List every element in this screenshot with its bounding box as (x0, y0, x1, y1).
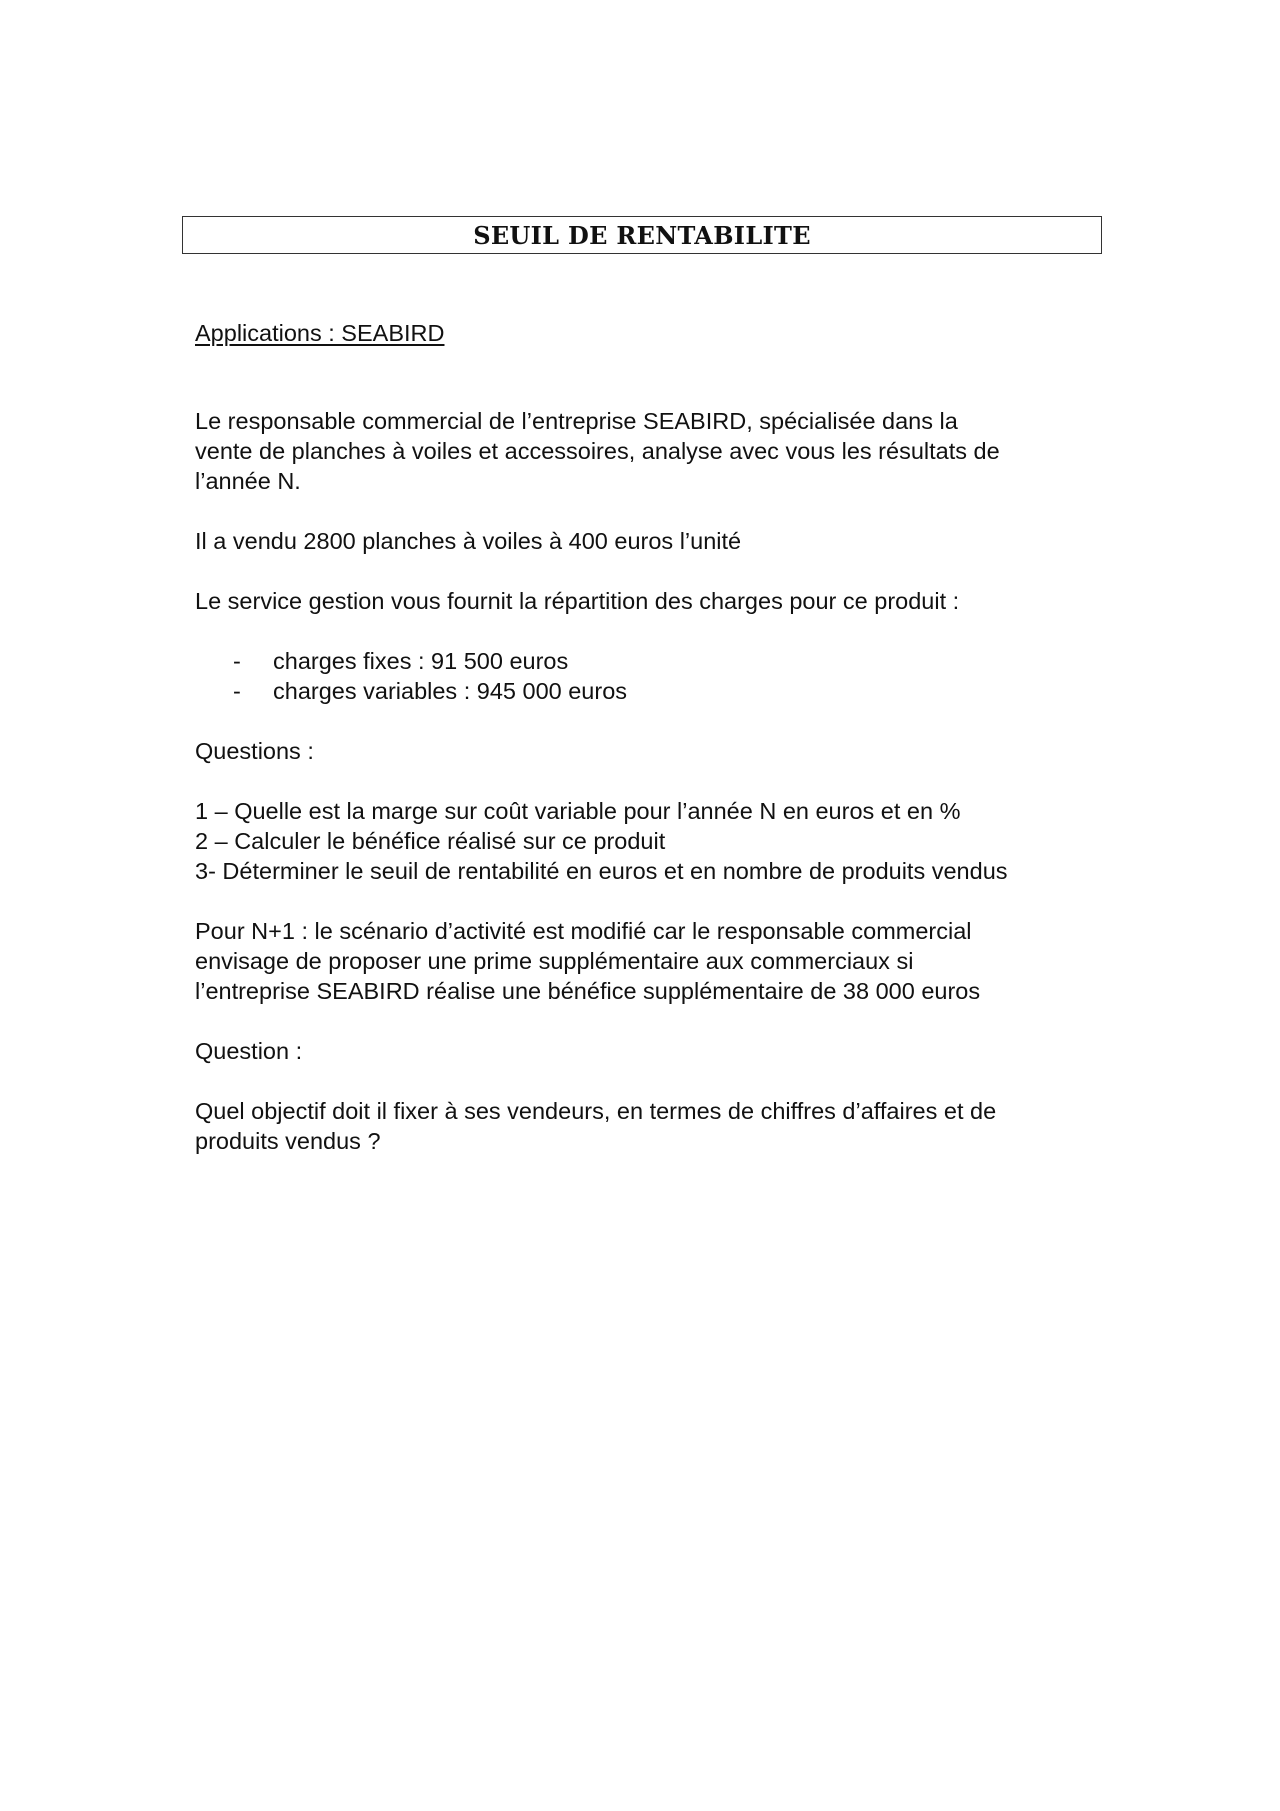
question-item: 2 – Calculer le bénéfice réalisé sur ce produit (195, 828, 666, 854)
scenario-line: Pour N+1 : le scénario d’activité est modifié car le responsable commercial (195, 918, 972, 944)
page-title: SEUIL DE RENTABILITE (473, 220, 811, 250)
final-question (195, 1096, 1115, 1156)
scenario-line: envisage de proposer une prime supplémentaire aux commerciaux si (195, 948, 914, 974)
intro-paragraph (195, 406, 1115, 496)
service-line: Le service gestion vous fournit la répartition des charges pour ce produit : (195, 588, 960, 614)
charge-text: charges variables : 945 000 euros (273, 678, 628, 704)
questions-list (195, 796, 1115, 886)
subtitle: Applications : SEABIRD (195, 320, 445, 346)
list-item (195, 676, 1115, 706)
final-question-line: produits vendus ? (195, 1128, 381, 1154)
charges-list (195, 646, 1115, 706)
title-box (182, 216, 1102, 254)
sales-line: Il a vendu 2800 planches à voiles à 400 euros l’unité (195, 528, 742, 554)
questions-heading: Questions : (195, 738, 314, 764)
bullet-dash: - (233, 678, 241, 704)
scenario-line: l’entreprise SEABIRD réalise une bénéfice supplémentaire de 38 000 euros (195, 978, 981, 1004)
list-item (195, 646, 1115, 676)
final-question-line: Quel objectif doit il fixer à ses vendeurs, en termes de chiffres d’affaires et de (195, 1098, 997, 1124)
question-item: 3- Déterminer le seuil de rentabilité en euros et en nombre de produits vendus (195, 858, 1008, 884)
intro-line: vente de planches à voiles et accessoires, analyse avec vous les résultats de (195, 438, 1000, 464)
scenario-paragraph (195, 916, 1115, 1006)
document-body (195, 318, 1115, 1156)
question-item: 1 – Quelle est la marge sur coût variable pour l’année N en euros et en % (195, 798, 961, 824)
bullet-dash: - (233, 648, 241, 674)
intro-line: l’année N. (195, 468, 301, 494)
charge-text: charges fixes : 91 500 euros (273, 648, 569, 674)
question-heading: Question : (195, 1038, 303, 1064)
intro-line: Le responsable commercial de l’entreprise SEABIRD, spécialisée dans la (195, 408, 958, 434)
